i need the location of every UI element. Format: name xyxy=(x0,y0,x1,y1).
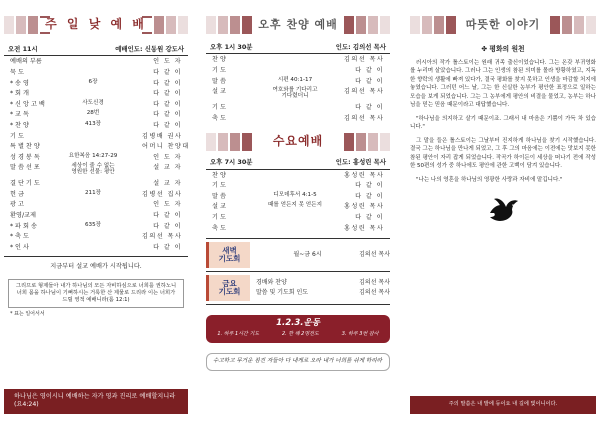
dove-icon xyxy=(410,195,596,225)
order-row xyxy=(212,115,384,126)
order-row xyxy=(212,172,384,183)
order-item-label: 말 씀 xyxy=(212,192,226,200)
order-item-leader: 김의선 목사 xyxy=(344,114,385,122)
order-row xyxy=(212,203,384,214)
order-item-label: 찬 양 xyxy=(212,171,226,179)
order-row xyxy=(212,67,384,78)
order-item-label: 광 고 xyxy=(10,201,24,209)
movement-box xyxy=(206,315,390,343)
order-item-detail: 635장 xyxy=(84,221,102,228)
order-item-leader: 다 같 이 xyxy=(153,121,182,129)
friday-tag-line1: 금요 xyxy=(222,279,237,288)
order-item-label: 성 경 봉 독 xyxy=(10,153,40,161)
movement-item: 1. 하루 1시간 기도 xyxy=(217,331,260,338)
banner-decoration xyxy=(206,133,252,151)
banner-decoration xyxy=(344,133,390,151)
order-item-label: * 송 영 xyxy=(10,79,29,87)
order-row xyxy=(212,214,384,225)
order-item-leader: 인 도 자 xyxy=(153,58,182,66)
friday-item-leader: 김의선 목사 xyxy=(359,288,390,296)
divider xyxy=(206,53,390,54)
movement-item: 2. 한 해 2명전도 xyxy=(281,331,319,338)
sunday-title: 주 일 낮 예 배 xyxy=(39,18,153,32)
banner-decoration xyxy=(410,16,456,34)
order-item-label: 말 씀 선 포 xyxy=(10,164,40,172)
order-item-detail: 6장 xyxy=(88,78,98,85)
sunday-order-list xyxy=(4,58,188,254)
afternoon-time: 오후 1시 30분 xyxy=(210,43,253,51)
order-item-label: * 교 독 xyxy=(10,111,29,119)
wednesday-banner xyxy=(206,129,390,155)
order-item-label: 기 도 xyxy=(212,182,226,190)
order-item-leader: 어머니 찬양대 xyxy=(142,143,190,151)
sunday-leader: 예배인도: 신동원 강도사 xyxy=(115,45,184,53)
order-item-leader: 다 같 이 xyxy=(153,222,182,230)
afternoon-header xyxy=(206,44,390,51)
order-item-detail: 시편 40:1-17 xyxy=(277,76,313,83)
order-item-leader: 다 같 이 xyxy=(153,68,182,76)
friday-row xyxy=(256,278,390,288)
afternoon-title: 오후 찬양 예배 xyxy=(252,19,343,32)
divider xyxy=(206,169,390,170)
order-item-leader: 다 같 이 xyxy=(153,212,182,220)
order-item-leader: 김의선 목사 xyxy=(344,56,385,64)
standing-footnote: * 표는 일어서서 xyxy=(10,311,45,317)
divider xyxy=(206,271,390,272)
sunday-column xyxy=(4,0,188,424)
order-item-label: 설 교 xyxy=(212,88,226,96)
banner-decoration xyxy=(206,16,252,34)
afternoon-column xyxy=(206,0,390,424)
story-paragraph: "하나님을 의지하고 살기 때문이죠. 그래서 내 마음은 기쁨이 가득 차 있습니다." xyxy=(410,115,596,131)
movement-title: 1.2.3.운동 xyxy=(276,318,320,329)
friday-item-label: 말씀 및 기도회 인도 xyxy=(256,288,309,296)
order-item-label: * 회 개 xyxy=(10,90,29,98)
story-title: 평화의 원천 xyxy=(489,45,525,53)
order-item-leader: 홍성린 목사 xyxy=(344,203,385,211)
order-item-detail: 디모데후서 4:1-5 xyxy=(273,191,317,198)
story-title-row xyxy=(410,46,596,54)
dawn-tag-line1: 새벽 xyxy=(222,246,237,255)
scripture-note: 그리므로 형제들아 내가 하나님의 모든 자비하심으로 너희를 권하노니 너희 몸을 하나님이 기뻐하시는 거룩한 산 제물로 드리라 이는 너희가 드릴 영적 예배니라(롬 12:1) xyxy=(8,279,184,308)
order-row xyxy=(10,164,182,180)
order-item-label: * 축 도 xyxy=(10,233,29,241)
order-item-label: 찬 양 xyxy=(212,56,226,64)
order-item-leader: 홍성린 목사 xyxy=(344,171,385,179)
quote-box: 수고하고 무거운 짐진 자들아 다 내게로 오라 내가 너희를 쉬게 하리라 xyxy=(206,353,390,371)
order-item-leader: 홍성린 목사 xyxy=(344,224,385,232)
story-paragraph: "나는 나의 영혼을 하나님의 영광한 사랑과 자비에 맡깁니다." xyxy=(416,177,563,183)
dawn-prayer-tag xyxy=(206,242,250,268)
order-item-leader: 인 도 자 xyxy=(153,153,182,161)
order-item-detail: 28번 xyxy=(86,110,100,117)
friday-prayer-tag xyxy=(206,275,250,301)
sermon-start-note: 지금부터 설교 예배가 시작됩니다. xyxy=(50,263,142,271)
order-row xyxy=(10,122,182,133)
order-item-detail: 사도신경 xyxy=(82,99,104,106)
banner-decoration xyxy=(344,16,390,34)
friday-prayer-body xyxy=(250,278,390,298)
banner-decoration xyxy=(550,16,596,34)
order-row xyxy=(10,133,182,144)
order-item-leader: 김병선 집사 xyxy=(142,190,183,198)
order-item-label: * 파 회 송 xyxy=(10,222,37,230)
story-body xyxy=(410,59,596,185)
wednesday-time: 오후 7시 30분 xyxy=(210,158,253,167)
friday-item-leader: 김의선 목사 xyxy=(359,278,390,286)
sunday-header xyxy=(4,46,188,53)
order-item-detail: 때를 얻든지 못 얻든지 xyxy=(268,202,322,209)
order-item-leader: 다 같 이 xyxy=(153,79,182,87)
order-item-leader: 다 같 이 xyxy=(355,182,384,190)
story-paragraph: 러시아의 작가 톨스토이는 원래 귀족 출신이었습니다. 그는 온갖 부귀영화를 누리며 살았습니다. 그러나 그는 인생의 참된 의미를 몰라 방황하였고, 지독한 향락의 생활에 빠져 있다가, 결국 평화를 찾지 못하고 인생을 마감할 처지에 놓였습니다. 그러던 어느 날, 그는 한 신실한 농부가 평안한 표정으로 일하는 모습을 보게 되었습니다. 그는 그 농부에게 평안의 비결을 물었고, 농부는 하나님을 믿는 믿음 때문이라고 대답했습니다. xyxy=(410,59,596,109)
afternoon-order-list xyxy=(206,56,390,125)
order-item-detail: 세상이 줄 수 없는 영원한 선물: 평안 xyxy=(71,163,115,176)
order-item-leader: 다 같 이 xyxy=(153,100,182,108)
order-row xyxy=(10,69,182,80)
story-footer: 주의 말씀은 내 발에 등이요 내 길에 빛이니이다. xyxy=(410,396,596,414)
divider xyxy=(206,238,390,239)
order-item-leader: 설 교 자 xyxy=(153,180,182,188)
divider xyxy=(4,55,188,56)
story-bullet-icon: ✤ xyxy=(481,45,490,53)
verse-bar: 하나님은 영이시니 예배하는 자가 영과 진리로 예배할지니라 (요4:24) xyxy=(4,389,188,414)
order-item-label: 결 단 기 도 xyxy=(10,180,40,188)
order-item-leader: 김병배 권사 xyxy=(142,132,183,140)
dawn-prayer-section xyxy=(206,242,390,268)
order-item-label: 기 도 xyxy=(212,214,226,222)
order-item-label: 설 교 xyxy=(212,203,226,211)
order-item-label: 기 도 xyxy=(212,66,226,74)
order-item-label: 기 도 xyxy=(212,104,226,112)
order-item-leader: 다 같 이 xyxy=(355,77,384,85)
order-item-leader: 다 같 이 xyxy=(355,214,384,222)
order-item-label: * 인 사 xyxy=(10,243,29,251)
order-item-label: 환영/교제 xyxy=(10,212,36,220)
order-item-label: 특 별 찬 양 xyxy=(10,143,40,151)
order-item-label: 묵 도 xyxy=(10,68,24,76)
order-item-label: 축 도 xyxy=(212,114,226,122)
order-row xyxy=(212,104,384,115)
order-item-detail: 요한복음 14:27-29 xyxy=(68,152,118,159)
order-row xyxy=(10,223,182,234)
order-item-label: 말 씀 xyxy=(212,77,226,85)
order-item-leader: 김의선 목사 xyxy=(142,233,183,241)
order-row xyxy=(10,244,182,255)
wednesday-header xyxy=(206,159,390,166)
sunday-time: 오전 11시 xyxy=(8,45,38,53)
story-banner xyxy=(410,12,596,38)
order-item-leader: 다 같 이 xyxy=(153,90,182,98)
order-row xyxy=(212,225,384,236)
order-item-label: * 찬 양 xyxy=(10,121,29,129)
order-item-leader: 다 같 이 xyxy=(355,66,384,74)
story-paragraph: 그 말을 들은 톨스토이는 그날부터 진지하게 하나님을 찾기 시작했습니다. 결국 그는 하나님을 만나게 되었고, 그 후 그의 마음에는 이전에는 맛보지 못한 참된 평안이 자리 잡게 되었습니다. 작곡가 하이든이 세상을 떠나기 전에 작성한 50편의 성가 중 하나에도 평안에 관한 고백이 담겨 있습니다. xyxy=(410,137,596,170)
afternoon-leader: 인도: 김의선 목사 xyxy=(335,43,386,51)
order-item-label: 예배의 부름 xyxy=(10,58,42,66)
friday-item-label: 경배와 찬양 xyxy=(256,278,287,286)
order-item-leader: 다 같 이 xyxy=(355,192,384,200)
order-item-detail: 211장 xyxy=(84,189,102,196)
dawn-leader: 김의선 목사 xyxy=(359,250,390,258)
friday-prayer-section xyxy=(206,275,390,301)
story-column xyxy=(410,0,596,424)
dawn-time: 월~금 6시 xyxy=(293,250,322,258)
order-row xyxy=(212,88,384,104)
divider xyxy=(206,304,390,305)
dawn-prayer-body xyxy=(250,250,390,260)
order-item-leader: 김의선 목사 xyxy=(344,88,385,96)
friday-tag-line2: 기도회 xyxy=(218,287,241,297)
story-banner-title: 따뜻한 이야기 xyxy=(460,19,547,32)
order-row xyxy=(10,233,182,244)
order-item-leader: 다 같 이 xyxy=(153,243,182,251)
divider xyxy=(4,256,188,257)
order-item-label: 축 도 xyxy=(212,224,226,232)
sunday-banner xyxy=(4,12,188,38)
order-row xyxy=(10,201,182,212)
movement-item: 3. 하루 3번 감사 xyxy=(341,331,379,338)
order-item-leader: 다 같 이 xyxy=(153,111,182,119)
order-item-leader: 설 교 자 xyxy=(153,164,182,172)
wednesday-title: 수요예배 xyxy=(267,135,329,149)
wednesday-leader: 인도: 홍성린 목사 xyxy=(335,158,386,167)
order-row xyxy=(10,58,182,69)
wednesday-order-list xyxy=(206,172,390,236)
order-row xyxy=(212,56,384,67)
order-item-leader: 다 같 이 xyxy=(355,104,384,112)
order-item-label: 기 도 xyxy=(10,132,24,140)
order-item-detail: 413장 xyxy=(84,120,102,127)
afternoon-banner xyxy=(206,12,390,38)
order-item-label: 헌 금 xyxy=(10,190,24,198)
order-item-label: * 신 앙 고 백 xyxy=(10,100,45,108)
order-row xyxy=(10,191,182,202)
order-row xyxy=(10,80,182,91)
friday-row xyxy=(256,288,390,298)
dawn-tag-line2: 기도회 xyxy=(218,254,241,264)
order-item-detail: 여호와를 기다리고 기다렸더니 xyxy=(272,87,318,99)
order-item-leader: 인 도 자 xyxy=(153,201,182,209)
